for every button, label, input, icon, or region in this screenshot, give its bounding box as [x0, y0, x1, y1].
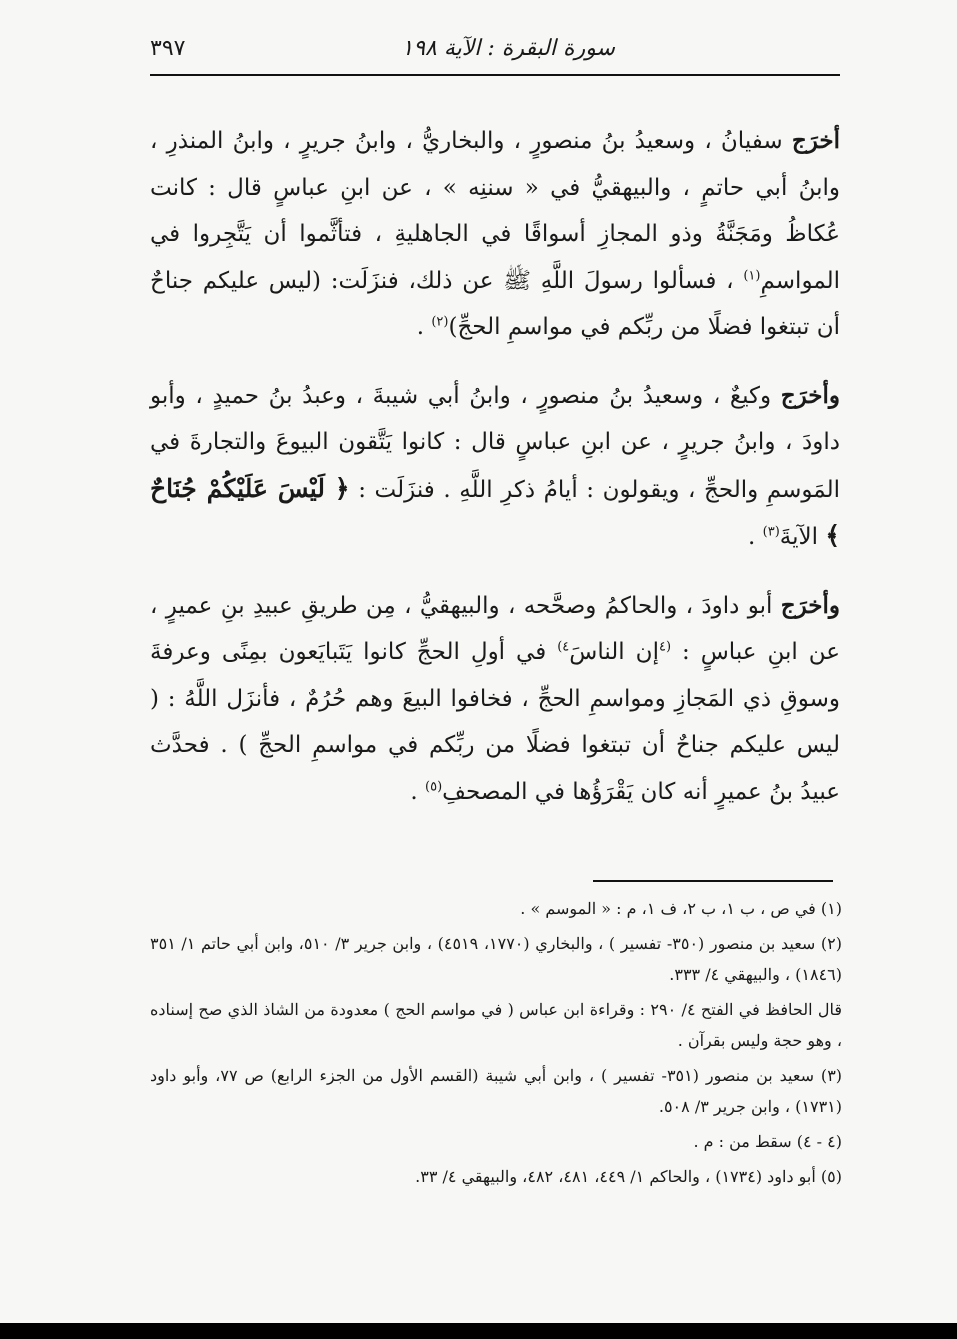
- footnote-ref: ٤): [557, 639, 570, 655]
- quran-quote: ﴿ لَيْسَ عَلَيْكُمْ جُنَاحٌ ﴾: [150, 473, 840, 550]
- paragraph-text: ، فسألوا رسولَ اللَّهِ ﷺ عن ذلك، فنزَلَت: (ليس عليكم جناحٌ أن تبتغوا فضلًا من ربِّكم في مواسمِ الحجِّ): [150, 267, 840, 340]
- footnote-2: (٢) سعيد بن منصور (٣٥٠- تفسير ) ، والبخاري (١٧٧٠، ٤٥١٩) ، وابن جرير ٣/ ٥١٠، وابن أبي حاتم ١/ ٣٥١ (١٨٤٦) ، والبيهقي ٤/ ٣٣٣.: [150, 934, 843, 984]
- paragraph-text: سفيانُ ، وسعيدُ بنُ منصورٍ ، والبخاريُّ ، وابنُ جريرٍ ، وابنُ المنذرِ ، وابنُ أبي حاتمٍ ، والبيهقيُّ في « سننِه » ، عن ابنِ عباسٍ قال : كانت عُكاظُ ومَجَنَّةُ وذو المجازِ أسواقًا في الجاهليةِ ، فتأثَّموا أن يَتَّجِروا في المواسمِ: [150, 128, 841, 294]
- paragraph-text: في أولِ الحجِّ كانوا يَتَبايَعون بمِنًى وعرفةَ وسوقِ ذي المَجازِ ومواسمِ الحجِّ ، فخافوا البيعَ وهم حُرُمٌ ، فأنزَل اللَّهُ : ( ليس عليكم جناحٌ أن تبتغوا فضلًا من ربِّكم في مواسمِ الحجِّ ) . فحدَّث عبيدُ بنُ عميرٍ أنه كان يَقْرَؤُها في المصحفِ: [150, 639, 840, 805]
- page-number: ٣٩٧: [150, 36, 186, 61]
- paragraph-lead: وأخرَج: [780, 381, 840, 409]
- footnote-1: (١) في ص ، ب ١، ب ٢، ف ١، م : « الموسم » .: [520, 899, 842, 918]
- paragraph-3: [150, 583, 840, 816]
- scan-edge: [0, 1323, 957, 1339]
- paragraph-text: إن الناسَ: [569, 639, 659, 665]
- footnote-3: (٣) سعيد بن منصور (٣٥١- تفسير ) ، وابن أبي شيبة (القسم الأول من الجزء الرابع) ص ٧٧، وأبو داود (١٧٣١) ، وابن جرير ٣/ ٥٠٨.: [150, 1066, 843, 1116]
- paragraph-lead: أخرَج: [791, 127, 840, 154]
- footnote-ref: (٥): [425, 778, 443, 794]
- paragraph-end: .: [410, 778, 418, 805]
- main-text: [150, 118, 840, 837]
- paragraph-1: [150, 118, 840, 351]
- paragraph-end: .: [416, 314, 425, 340]
- running-title: سورة البقرة : الآية ١٩٨: [401, 36, 615, 61]
- paragraph-text: وكيعٌ ، وسعيدُ بنُ منصورٍ ، وابنُ أبي شيبةَ ، وعبدُ بنُ حميدٍ ، وأبو داودَ ، وابنُ جريرٍ ، عن ابنِ عباسٍ قال : كانوا يَتَّقون البيوعَ والتجارةَ في المَوسمِ والحجِّ ، ويقولون : أيامُ ذكرِ اللَّهِ . فنزَلَت :: [150, 382, 841, 503]
- footnote-ref: (١): [743, 267, 761, 283]
- paragraph-text: أبو داودَ ، والحاكمُ وصحَّحه ، والبيهقيُّ ، مِن طريقِ عبيدِ بنِ عميرٍ ، عن ابنِ عباسٍ :: [150, 592, 840, 665]
- footnote-2-note: قال الحافظ في الفتح ٤/ ٢٩٠ : وقراءة ابن عباس ( في مواسم الحج ) معدودة من الشاذ الذي صح إسناده ، وهو حجة وليس بقرآن .: [150, 1000, 843, 1050]
- paragraph-2: [150, 373, 840, 561]
- footnote-ref: (٣): [762, 524, 780, 540]
- paragraph-text: الآيةَ: [779, 524, 819, 550]
- paragraph-end: .: [748, 524, 756, 550]
- page-header: [150, 30, 840, 76]
- footnote-divider: [593, 880, 833, 882]
- footnote-ref: (٤: [658, 639, 672, 655]
- footnote-ref: (٢): [431, 314, 449, 330]
- footnote-4: (٤ - ٤) سقط من : م .: [693, 1132, 842, 1151]
- footnotes: [150, 893, 842, 1196]
- paragraph-lead: وأخرَج: [780, 591, 841, 619]
- footnote-5: (٥) أبو داود (١٧٣٤) ، والحاكم ١/ ٤٤٩، ٤٨١، ٤٨٢، والبيهقي ٤/ ٣٣.: [415, 1167, 842, 1186]
